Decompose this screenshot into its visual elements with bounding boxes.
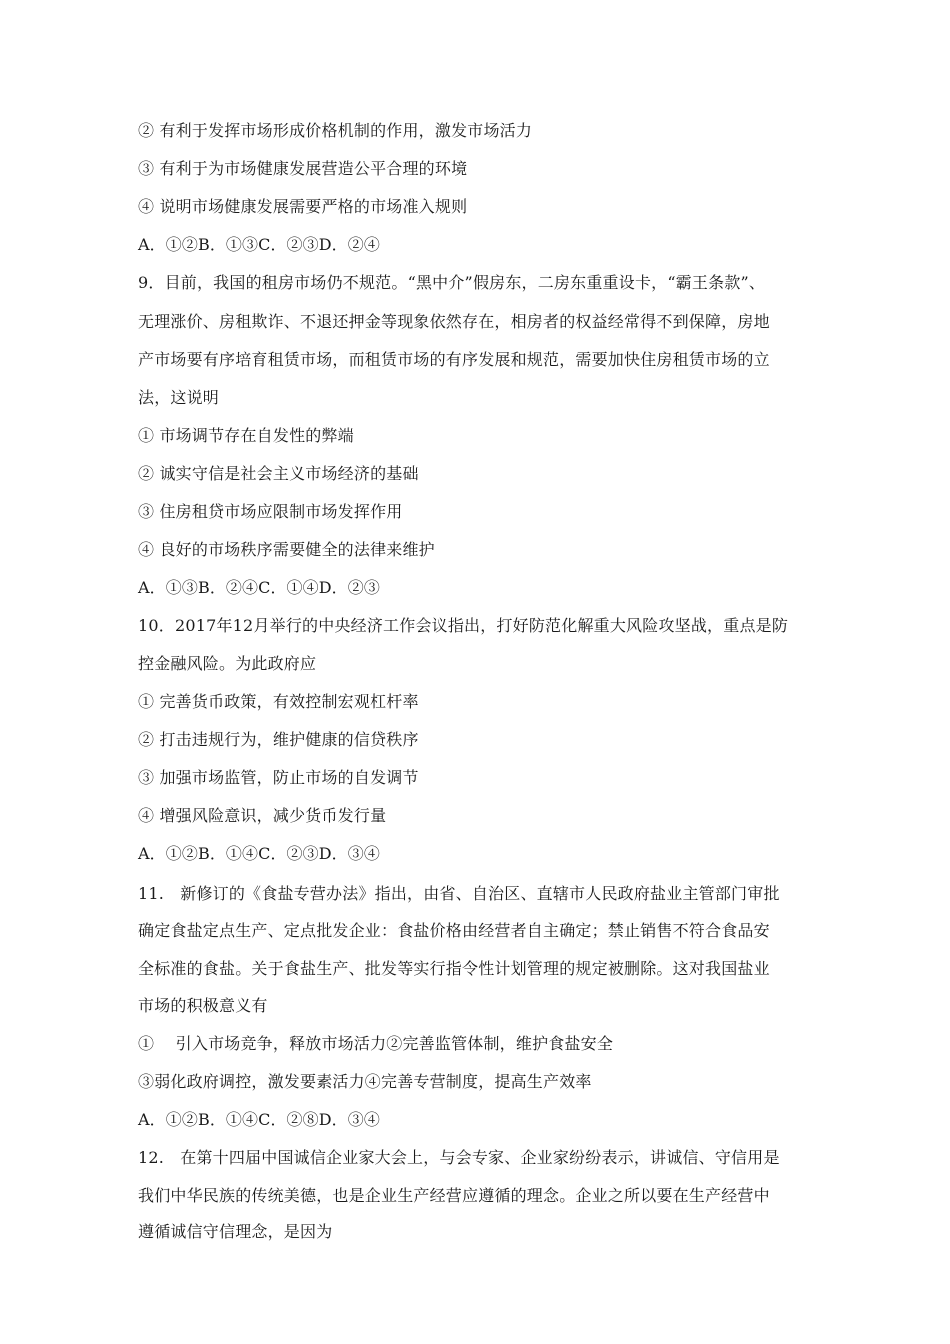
option-line: ④ 说明市场健康发展需要严格的市场准入规则 bbox=[138, 197, 468, 216]
option-line: ② 诚实守信是社会主义市场经济的基础 bbox=[138, 464, 419, 483]
question-text: 确定食盐定点生产、定点批发企业：食盐价格由经营者自主确定；禁止销售不符合食品安 bbox=[138, 921, 770, 940]
question-text: 产市场要有序培育租赁市场，而租赁市场的有序发展和规范，需要加快住房租赁市场的立 bbox=[138, 350, 770, 369]
question-text: 全标准的食盐。关于食盐生产、批发等实行指令性计划管理的规定被删除。这对我国盐业 bbox=[138, 959, 770, 978]
question-text: 遵循诚信守信理念，是因为 bbox=[138, 1222, 333, 1241]
answer-choices: A．①③B．②④C．①④D．②③ bbox=[138, 578, 380, 597]
question-text: 法，这说明 bbox=[138, 388, 220, 407]
answer-choices: A．①②B．①④C．②⑧D．③④ bbox=[138, 1110, 380, 1129]
option-line: ④ 增强风险意识，减少货币发行量 bbox=[138, 806, 387, 825]
question-text: 市场的积极意义有 bbox=[138, 996, 268, 1015]
option-line: ③ 加强市场监管，防止市场的自发调节 bbox=[138, 768, 419, 787]
question-text: 我们中华民族的传统美德，也是企业生产经营应遵循的理念。企业之所以要在生产经营中 bbox=[138, 1186, 770, 1205]
option-line: ② 有利于发挥市场形成价格机制的作用，激发市场活力 bbox=[138, 121, 533, 140]
option-line: ① 完善货币政策，有效控制宏观杠杆率 bbox=[138, 692, 419, 711]
question-text: 12. 在第十四届中国诚信企业家大会上，与会专家、企业家纷纷表示，讲诚信、守信用是 bbox=[138, 1148, 780, 1167]
option-line: ① 市场调节存在自发性的弊端 bbox=[138, 426, 354, 445]
option-line: ④ 良好的市场秩序需要健全的法律来维护 bbox=[138, 540, 435, 559]
answer-choices: A．①②B．①④C．②③D．③④ bbox=[138, 844, 380, 863]
question-text: 9．目前，我国的租房市场仍不规范。“黑中介”假房东，二房东重重设卡，“霸王条款”、 bbox=[138, 273, 766, 292]
option-line: ① 引入市场竞争，释放市场活力②完善监管体制，维护食盐安全 bbox=[138, 1034, 614, 1053]
option-line: ② 打击违规行为，维护健康的信贷秩序 bbox=[138, 730, 419, 749]
question-text: 11. 新修订的《食盐专营办法》指出，由省、自治区、直辖市人民政府盐业主管部门审批 bbox=[138, 884, 780, 903]
question-text: 无理涨价、房租欺诈、不退还押金等现象依然存在，相房者的权益经常得不到保障，房地 bbox=[138, 312, 770, 331]
question-text: 控金融风险。为此政府应 bbox=[138, 654, 317, 673]
question-text: 10．2017年12月举行的中央经济工作会议指出，打好防范化解重大风险攻坚战，重点是防 bbox=[138, 616, 789, 635]
option-line: ③ 住房租贷市场应限制市场发挥作用 bbox=[138, 502, 403, 521]
option-line: ③ 有利于为市场健康发展营造公平合理的环境 bbox=[138, 159, 468, 178]
answer-choices: A．①②B．①③C．②③D．②④ bbox=[138, 235, 380, 254]
option-line: ③弱化政府调控，激发要素活力④完善专营制度，提高生产效率 bbox=[138, 1072, 592, 1091]
